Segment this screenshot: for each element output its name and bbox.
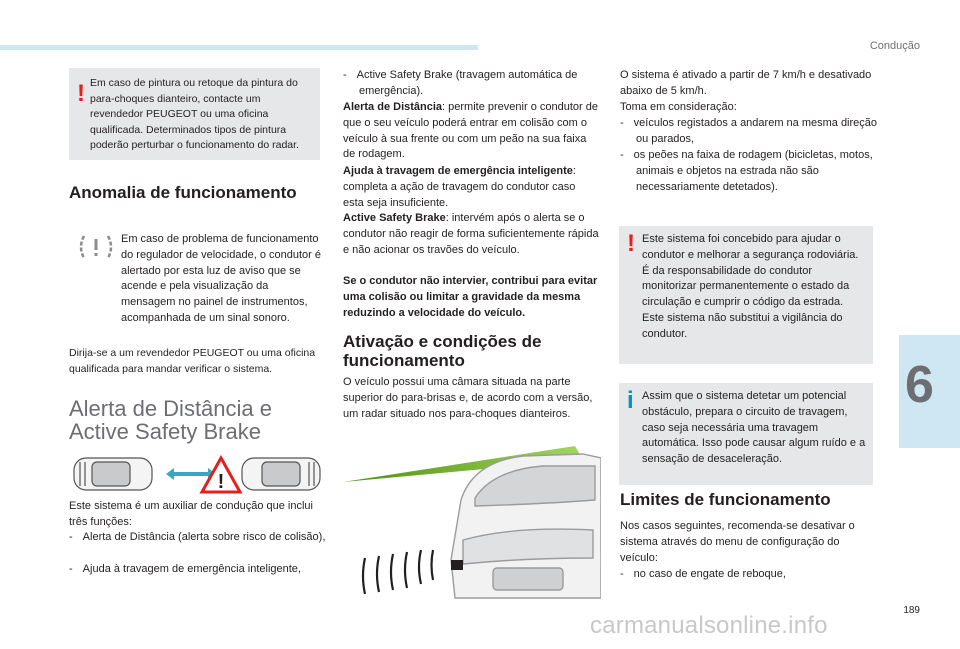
alert-title-line2: Active Safety Brake <box>69 419 261 444</box>
activation-title-line2: funcionamento <box>343 351 465 370</box>
activation-speed: O sistema é ativado a partir de 7 km/h e desativado abaixo de 5 km/h. <box>620 69 872 97</box>
activation-title <box>343 332 599 370</box>
car-front <box>451 454 601 598</box>
function-item-1: - Alerta de Distância (alerta sobre risco de colisão), <box>69 531 326 543</box>
radar-waves-icon <box>363 550 433 594</box>
driver-intervention-note <box>343 274 599 321</box>
distance-alert-paragraph <box>343 100 599 163</box>
alert-intro: Este sistema é um auxiliar de condução que inclui três funções: <box>69 500 313 528</box>
function-item-2: - Ajuda à travagem de emergência inteligente, <box>69 563 301 575</box>
considers-item-1: - veículos registados a andarem na mesma direção ou parados, <box>620 117 878 145</box>
limits-text: Nos casos seguintes, recomenda-se desativar o sistema através do menu de configuração do veículo: <box>620 520 855 564</box>
chapter-tab <box>899 335 960 448</box>
braking-assist-label: Ajuda à travagem de emergência inteligente <box>343 165 573 177</box>
function-item-3: - Active Safety Brake (travagem automática de emergência). <box>343 69 578 97</box>
safety-warning-text-a: Este sistema foi concebido para ajudar o condutor e melhorar a segurança rodoviária. <box>642 233 859 261</box>
section-title: Condução <box>869 40 920 52</box>
activation-text: O veículo possui uma câmara situada na parte superior do para-brisas e, de acordo com a versão, um radar situado nos para-choques dianteiros. <box>343 376 593 420</box>
braking-assist-text: : completa a ação de travagem do condutor caso esta seja insuficiente. <box>343 165 576 209</box>
car-icon <box>242 458 320 490</box>
distance-alert-label: Alerta de Distância <box>343 101 443 113</box>
service-warning-icon <box>78 233 114 261</box>
alert-title-line1: Alerta de Distância e <box>69 396 272 421</box>
safety-warning-box <box>619 226 873 364</box>
car-front-illustration <box>343 440 601 602</box>
limits-item-1-text: no caso de engate de reboque, <box>633 568 786 580</box>
exclamation-icon: ! <box>77 80 85 107</box>
info-box <box>619 383 873 485</box>
safety-warning-text-b: É da responsabilidade do condutor monitorizar permanentemente o estado da circulação e cumprir o código da estrada. <box>642 264 850 309</box>
chapter-number: 6 <box>905 356 934 414</box>
considers-item-2: - os peões na faixa de rodagem (bicicletas, motos, animais e objetos na estrada não são necessariamente detetados). <box>620 149 873 193</box>
safety-brake-paragraph <box>343 211 599 258</box>
driver-intervention-text: Se o condutor não intervier, contribui para evitar uma colisão ou limitar a gravidade da mesma reduzindo a velocidade do veículo. <box>343 275 598 319</box>
exclamation-icon: ! <box>627 230 635 257</box>
safety-brake-text: : intervém após o alerta se o condutor não reagir de forma suficientemente rápida e não acionar os travões do veículo. <box>343 212 599 256</box>
collision-alert-illustration <box>70 452 326 496</box>
header-bar <box>0 45 478 50</box>
anomaly-text-2: Dirija-se a um revendedor PEUGEOT ou uma oficina qualificada para mandar verificar o sistema. <box>69 347 316 375</box>
car-icon <box>74 458 152 490</box>
warning-box <box>69 68 320 160</box>
svg-text:!: ! <box>217 471 225 493</box>
info-text: Assim que o sistema detetar um potencial obstáculo, prepara o circuito de travagem, caso seja necessária uma travagem automática. Isso pode causar algum ruído e a sensação de desaceleração. <box>642 390 866 466</box>
braking-assist-paragraph <box>343 164 599 211</box>
considers-item-2-text: os peões na faixa de rodagem (bicicletas, motos, animais e objetos na estrada não são necessariamente detetados). <box>633 149 873 193</box>
considers-label: Toma em consideração: <box>620 101 737 113</box>
distance-alert-text: : permite prevenir o condutor de que o seu veículo poderá entrar em colisão com o veículo à sua frente ou com um peão na sua faixa de rodagem. <box>343 101 598 161</box>
function-item-3-text: Active Safety Brake (travagem automática de emergência). <box>356 69 578 97</box>
warning-text: Em caso de pintura ou retoque da pintura do para-choques dianteiro, contacte um revendedor PEUGEOT ou uma oficina qualificada. Determinados tipos de pintura poderão perturbar o funcionamento do radar. <box>90 77 299 151</box>
considers-item-1-text: veículos registados a andarem na mesma direção ou parados, <box>633 117 878 145</box>
limits-item-1: - no caso de engate de reboque, <box>620 568 786 580</box>
safety-warning-text-c: Este sistema não substitui a vigilância do condutor. <box>642 311 843 340</box>
page-number: 189 <box>903 605 920 616</box>
info-icon: i <box>627 387 634 414</box>
alert-title <box>69 397 329 443</box>
anomaly-text: Em caso de problema de funcionamento do regulador de velocidade, o condutor é alertado por esta luz de aviso que se acende e pela visualização da mensagem no painel de instrumentos, acompanhada de um sinal sonoro. <box>121 233 321 324</box>
activation-title-line1: Ativação e condições de <box>343 332 542 351</box>
watermark: carmanualsonline.info <box>590 612 828 639</box>
function-item-1-text: Alerta de Distância (alerta sobre risco de colisão), <box>82 531 326 543</box>
radar-sensor <box>451 560 463 570</box>
limits-title: Limites de funcionamento <box>620 490 831 509</box>
safety-brake-label: Active Safety Brake <box>343 212 446 224</box>
anomaly-title: Anomalia de funcionamento <box>69 183 297 202</box>
function-item-2-text: Ajuda à travagem de emergência inteligente, <box>82 563 301 575</box>
